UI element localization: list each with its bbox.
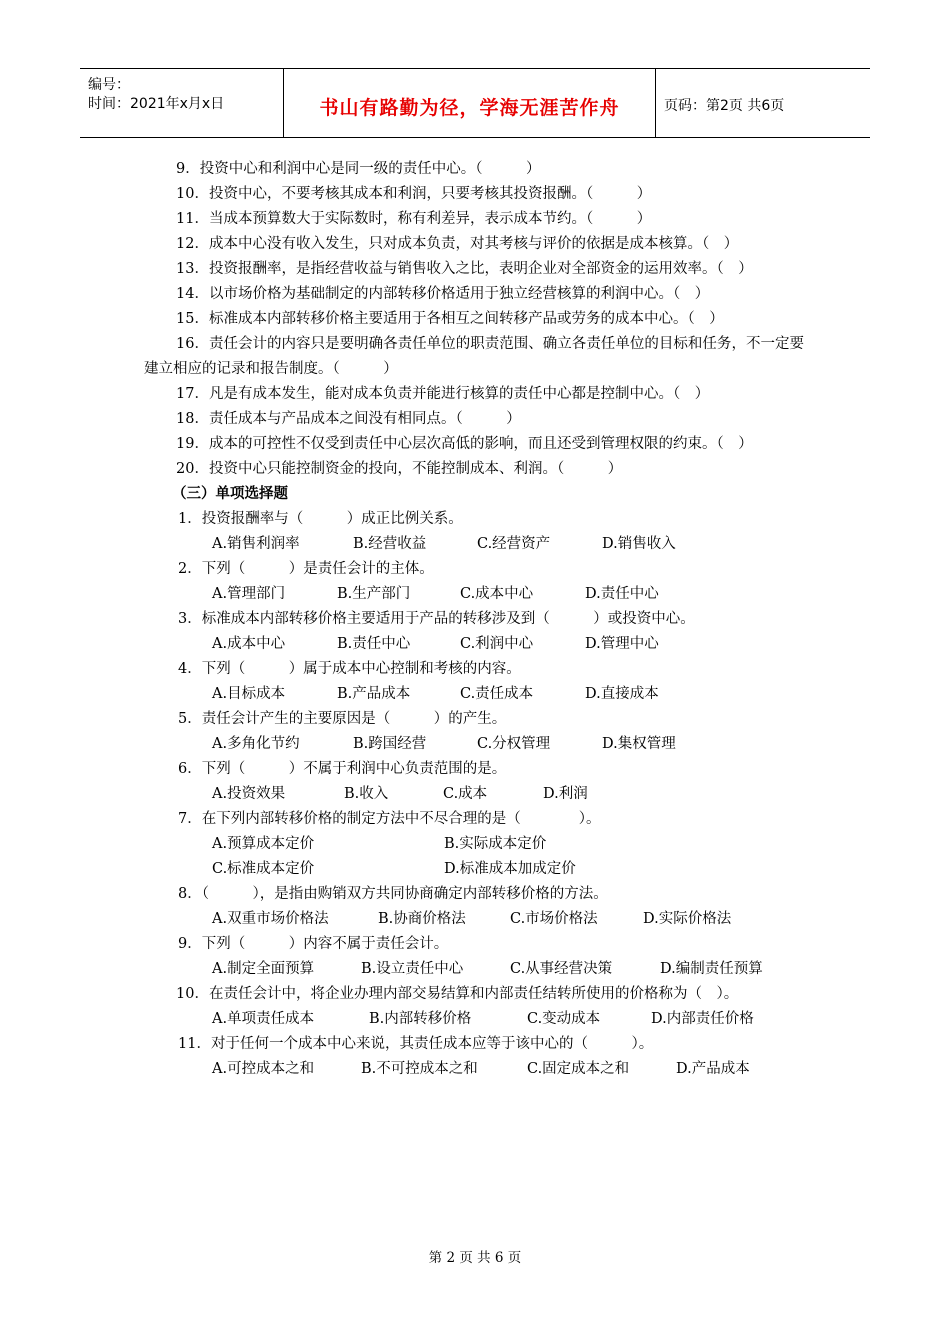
choice-options xyxy=(144,532,804,557)
section-title: （三）单项选择题 xyxy=(172,486,288,502)
option-b: B.经营收益 xyxy=(353,536,427,552)
option-c: C.成本 xyxy=(443,786,488,802)
choice-options xyxy=(144,782,804,807)
option-d: D.责任中心 xyxy=(585,586,659,602)
option-a: A.成本中心 xyxy=(212,636,286,652)
document-time-label: 时间：2021年x月x日 xyxy=(88,96,225,112)
choice-question: 1．投资报酬率与（ ）成正比例关系。 xyxy=(178,511,463,527)
choice-question: 3．标准成本内部转移价格主要适用于产品的转移涉及到（ ）或投资中心。 xyxy=(178,611,695,627)
choice-question: 10．在责任会计中，将企业办理内部交易结算和内部责任结转所使用的价格称为（ ）。 xyxy=(176,986,739,1002)
choice-question: 8．（ ），是指由购销双方共同协商确定内部转移价格的方法。 xyxy=(178,886,608,902)
judgment-item: 16．责任会计的内容只是要明确各责任单位的职责范围、确立各责任单位的目标和任务，不一定要建立相应的记录和报告制度。（ ） xyxy=(144,336,804,377)
option-a: A.多角化节约 xyxy=(212,736,300,752)
option-d: D.直接成本 xyxy=(585,686,659,702)
option-c: C.分权管理 xyxy=(477,736,551,752)
choice-options xyxy=(144,732,804,757)
option-a: A.可控成本之和 xyxy=(212,1061,315,1077)
option-c: C.变动成本 xyxy=(527,1011,601,1027)
page-header xyxy=(80,68,870,138)
option-b: B.跨国经营 xyxy=(353,736,427,752)
choice-question: 2．下列（ ）是责任会计的主体。 xyxy=(178,561,434,577)
option-a: A.预算成本定价 xyxy=(212,836,315,852)
option-d: D.管理中心 xyxy=(585,636,659,652)
header-motto: 书山有路勤为径，学海无涯苦作舟 xyxy=(319,97,620,119)
judgment-item: 19．成本的可控性不仅受到责任中心层次高低的影响，而且还受到管理权限的约束。（ ） xyxy=(176,436,753,452)
choice-options xyxy=(144,682,804,707)
option-d: D.产品成本 xyxy=(676,1061,750,1077)
option-b: B.协商价格法 xyxy=(378,911,466,927)
option-a: A.销售利润率 xyxy=(212,536,300,552)
option-a: A.管理部门 xyxy=(212,586,286,602)
option-c: C.固定成本之和 xyxy=(527,1061,630,1077)
option-b: B.产品成本 xyxy=(337,686,411,702)
option-b: B.收入 xyxy=(344,786,389,802)
choice-options xyxy=(144,1057,804,1082)
option-d: D.集权管理 xyxy=(602,736,676,752)
option-a: A.单项责任成本 xyxy=(212,1011,315,1027)
option-c: C.标准成本定价 xyxy=(212,861,315,877)
document-number-label: 编号： xyxy=(88,77,130,93)
choice-question: 6．下列（ ）不属于利润中心负责范围的是。 xyxy=(178,761,507,777)
option-d: D.内部责任价格 xyxy=(651,1011,754,1027)
option-c: C.利润中心 xyxy=(460,636,534,652)
option-c: C.责任成本 xyxy=(460,686,534,702)
option-a: A.双重市场价格法 xyxy=(212,911,329,927)
option-b: B.实际成本定价 xyxy=(444,836,547,852)
judgment-item: 18．责任成本与产品成本之间没有相同点。（ ） xyxy=(176,411,521,427)
judgment-item: 14．以市场价格为基础制定的内部转移价格适用于独立经营核算的利润中心。（ ） xyxy=(176,286,710,302)
choice-options xyxy=(144,957,804,982)
document-body xyxy=(144,157,804,1082)
choice-question: 9．下列（ ）内容不属于责任会计。 xyxy=(178,936,449,952)
option-d: D.实际价格法 xyxy=(643,911,732,927)
option-a: A.目标成本 xyxy=(212,686,286,702)
judgment-item: 13．投资报酬率，是指经营收益与销售收入之比，表明企业对全部资金的运用效率。（ ） xyxy=(176,261,753,277)
judgment-item: 12．成本中心没有收入发生，只对成本负责，对其考核与评价的依据是成本核算。（ ） xyxy=(176,236,739,252)
judgment-item: 15．标准成本内部转移价格主要适用于各相互之间转移产品或劳务的成本中心。（ ） xyxy=(176,311,724,327)
choice-question: 4．下列（ ）属于成本中心控制和考核的内容。 xyxy=(178,661,521,677)
option-d: D.编制责任预算 xyxy=(660,961,763,977)
choice-options xyxy=(144,1007,804,1032)
judgment-item: 10．投资中心，不要考核其成本和利润，只要考核其投资报酬。（ ） xyxy=(176,186,652,202)
judgment-item: 20．投资中心只能控制资金的投向，不能控制成本、利润。（ ） xyxy=(176,461,623,477)
header-meta-cell xyxy=(80,69,284,137)
choice-question: 7．在下列内部转移价格的制定方法中不尽合理的是（ ）。 xyxy=(178,811,601,827)
option-d: D.标准成本加成定价 xyxy=(444,861,576,877)
option-b: B.设立责任中心 xyxy=(361,961,464,977)
option-b: B.生产部门 xyxy=(337,586,411,602)
choice-options xyxy=(144,582,804,607)
option-c: C.从事经营决策 xyxy=(510,961,613,977)
option-a: A.投资效果 xyxy=(212,786,286,802)
choice-options xyxy=(144,907,804,932)
choice-question: 11．对于任何一个成本中心来说，其责任成本应等于该中心的（ ）。 xyxy=(178,1036,654,1052)
option-c: C.成本中心 xyxy=(460,586,534,602)
header-page-cell xyxy=(656,69,870,137)
judgment-item: 11．当成本预算数大于实际数时，称有利差异，表示成本节约。（ ） xyxy=(176,211,652,227)
option-a: A.制定全面预算 xyxy=(212,961,315,977)
choice-options xyxy=(144,832,804,857)
choice-question: 5．责任会计产生的主要原因是（ ）的产生。 xyxy=(178,711,507,727)
option-c: C.市场价格法 xyxy=(510,911,598,927)
option-b: B.内部转移价格 xyxy=(369,1011,472,1027)
option-b: B.责任中心 xyxy=(337,636,411,652)
page-footer: 第 2 页 共 6 页 xyxy=(428,1250,522,1266)
option-d: D.销售收入 xyxy=(602,536,676,552)
option-c: C.经营资产 xyxy=(477,536,551,552)
choice-options xyxy=(144,632,804,657)
judgment-item: 17．凡是有成本发生，能对成本负责并能进行核算的责任中心都是控制中心。（ ） xyxy=(176,386,710,402)
option-b: B.不可控成本之和 xyxy=(361,1061,478,1077)
header-motto-cell xyxy=(284,69,656,137)
choice-options xyxy=(144,857,804,882)
option-d: D.利润 xyxy=(543,786,588,802)
header-page-number: 页码：第2页 共6页 xyxy=(664,98,785,114)
judgment-item: 9．投资中心和利润中心是同一级的责任中心。（ ） xyxy=(176,161,541,177)
